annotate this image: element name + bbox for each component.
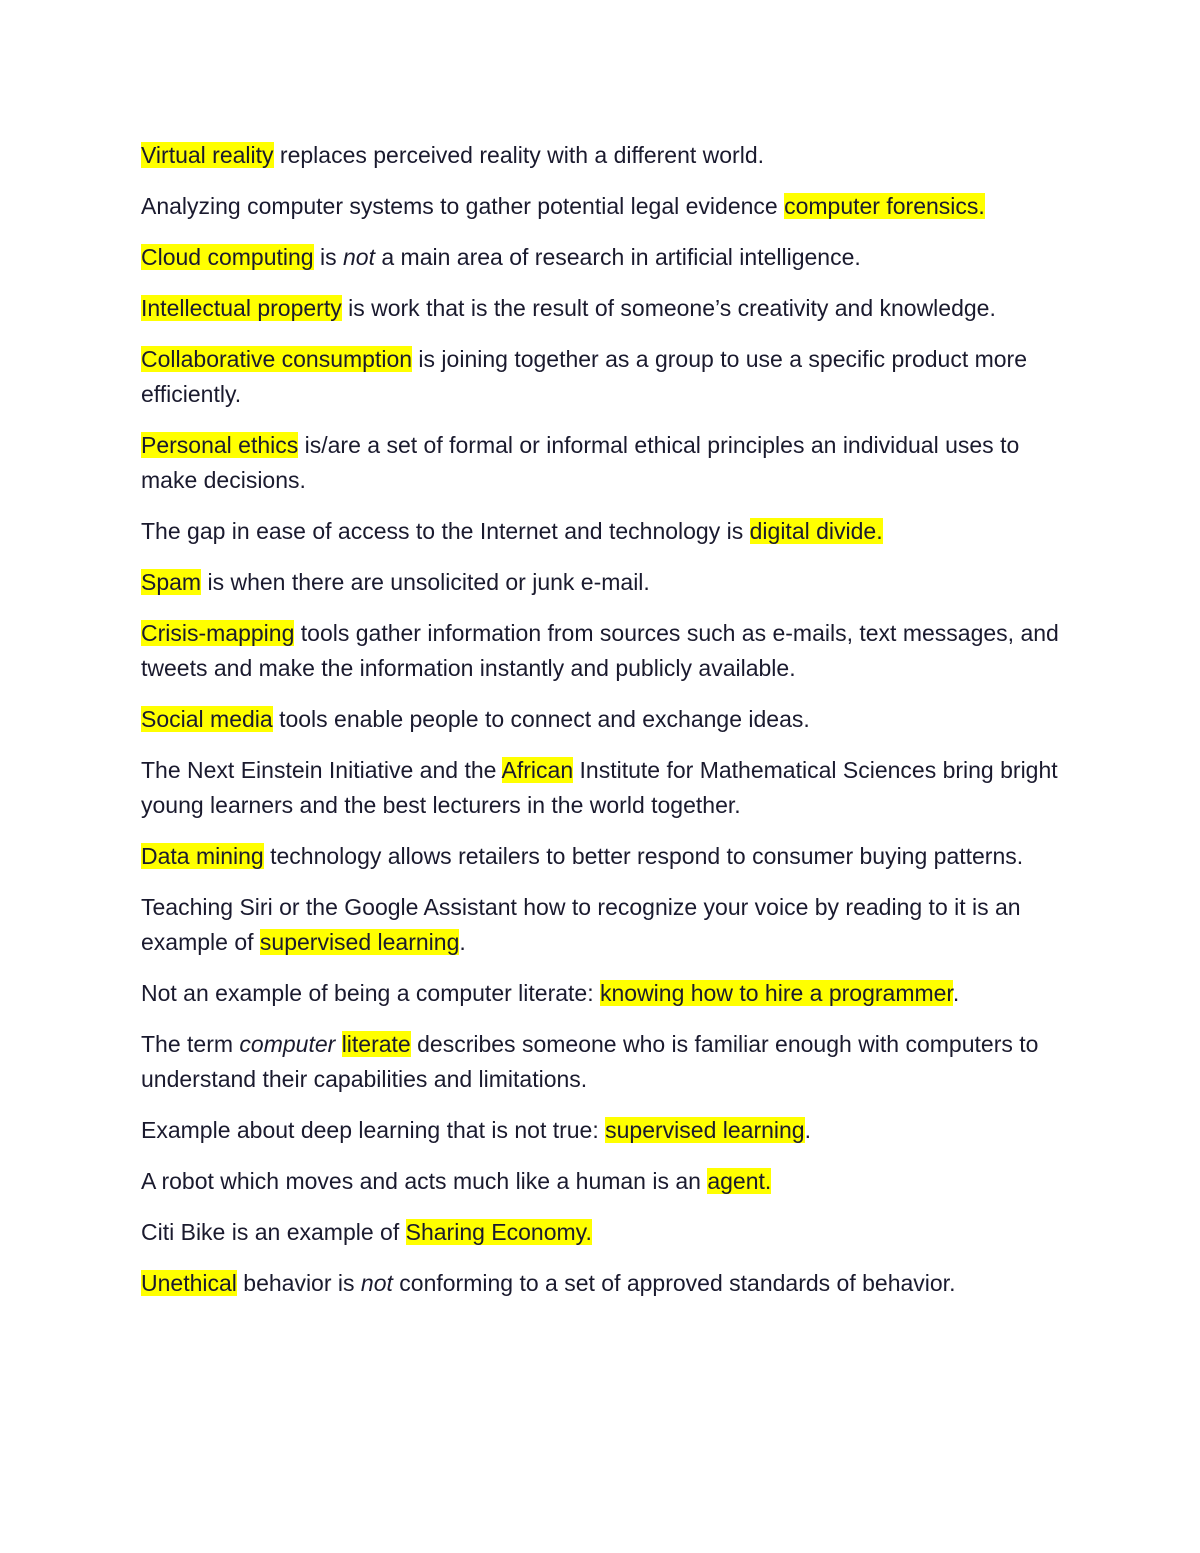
body-text: behavior is [236, 1270, 361, 1296]
paragraph-supervised-learning-siri [141, 890, 1061, 960]
body-text: . [459, 929, 466, 955]
body-text: Teaching Siri or the Google Assistant how to recognize your voice by reading to it is an example of [141, 894, 1021, 955]
paragraph-cloud-computing [141, 240, 1061, 275]
highlighted-term: computer forensics. [784, 193, 985, 219]
body-text: . [804, 1117, 811, 1143]
body-text: is when there are unsolicited or junk e-mail. [201, 569, 650, 595]
body-text: Institute for Mathematical Sciences bring bright young learners and the best lecturers in the world together. [141, 757, 1058, 818]
highlighted-term: Collaborative consumption [141, 346, 413, 372]
highlighted-term: knowing how to hire a programmer [599, 980, 953, 1006]
italic-text: not [343, 244, 375, 270]
highlighted-term: agent. [707, 1168, 772, 1194]
paragraph-sharing-economy [141, 1215, 1061, 1250]
paragraph-unethical [141, 1266, 1061, 1301]
highlighted-term: African [501, 757, 574, 783]
paragraph-digital-divide [141, 514, 1061, 549]
paragraph-african-institute [141, 753, 1061, 823]
paragraph-personal-ethics [141, 428, 1061, 498]
paragraph-robot-agent [141, 1164, 1061, 1199]
body-text: tools gather information from sources such as e-mails, text messages, and tweets and make the information instantly and publicly available. [141, 620, 1059, 681]
body-text: a main area of research in artificial intelligence. [374, 244, 861, 270]
paragraph-computer-literate-term [141, 1027, 1061, 1097]
highlighted-term: Crisis-mapping [141, 620, 295, 646]
italic-text: computer [239, 1031, 336, 1057]
highlighted-term: digital divide. [749, 518, 883, 544]
body-text: is/are a set of formal or informal ethical principles an individual uses to make decisions. [141, 432, 1020, 493]
body-text: is work that is the result of someone’s creativity and knowledge. [341, 295, 996, 321]
paragraph-intellectual-property [141, 291, 1061, 326]
body-text: The term [141, 1031, 240, 1057]
highlighted-term: Social media [141, 706, 273, 732]
highlighted-term: literate [341, 1031, 411, 1057]
paragraph-data-mining [141, 839, 1061, 874]
italic-text: not [360, 1270, 393, 1296]
highlighted-term: supervised learning [259, 929, 460, 955]
body-text: A robot which moves and acts much like a human is an [141, 1168, 708, 1194]
body-text: replaces perceived reality with a different world. [273, 142, 765, 168]
body-text: technology allows retailers to better respond to consumer buying patterns. [263, 843, 1024, 869]
highlighted-term: Personal ethics [141, 432, 299, 458]
body-text: The gap in ease of access to the Internet and technology is [141, 518, 750, 544]
paragraph-computer-literate-not [141, 976, 1061, 1011]
body-text: describes someone who is familiar enough with computers to understand their capabilities and limitations. [141, 1031, 1039, 1092]
body-text: The Next Einstein Initiative and the [141, 757, 502, 783]
body-text: Example about deep learning that is not true: [141, 1117, 606, 1143]
highlighted-term: Sharing Economy. [405, 1219, 592, 1245]
paragraph-deep-learning [141, 1113, 1061, 1148]
highlighted-term: Cloud computing [141, 244, 314, 270]
body-text: . [952, 980, 960, 1006]
body-text: Citi Bike is an example of [141, 1219, 406, 1245]
highlighted-term: Virtual reality [141, 142, 274, 168]
highlighted-term: Intellectual property [141, 295, 342, 321]
body-text: Analyzing computer systems to gather potential legal evidence [141, 193, 785, 219]
paragraph-collaborative-consumption [141, 342, 1061, 412]
highlighted-term: supervised learning [605, 1117, 805, 1143]
paragraph-social-media [141, 702, 1061, 737]
body-text: Not an example of being a computer literate: [141, 980, 600, 1006]
paragraph-computer-forensics [141, 189, 1061, 224]
body-text: is [313, 244, 343, 270]
body-text: is joining together as a group to use a specific product more efficiently. [141, 346, 1028, 407]
document-body [141, 138, 1061, 1317]
body-text [335, 1031, 341, 1057]
paragraph-virtual-reality [141, 138, 1061, 173]
highlighted-term: Data mining [141, 843, 264, 869]
paragraph-crisis-mapping [141, 616, 1061, 686]
highlighted-term: Spam [141, 569, 202, 595]
body-text: tools enable people to connect and exchange ideas. [272, 706, 810, 732]
body-text: conforming to a set of approved standards of behavior. [392, 1270, 956, 1296]
highlighted-term: Unethical [141, 1270, 237, 1296]
paragraph-spam [141, 565, 1061, 600]
